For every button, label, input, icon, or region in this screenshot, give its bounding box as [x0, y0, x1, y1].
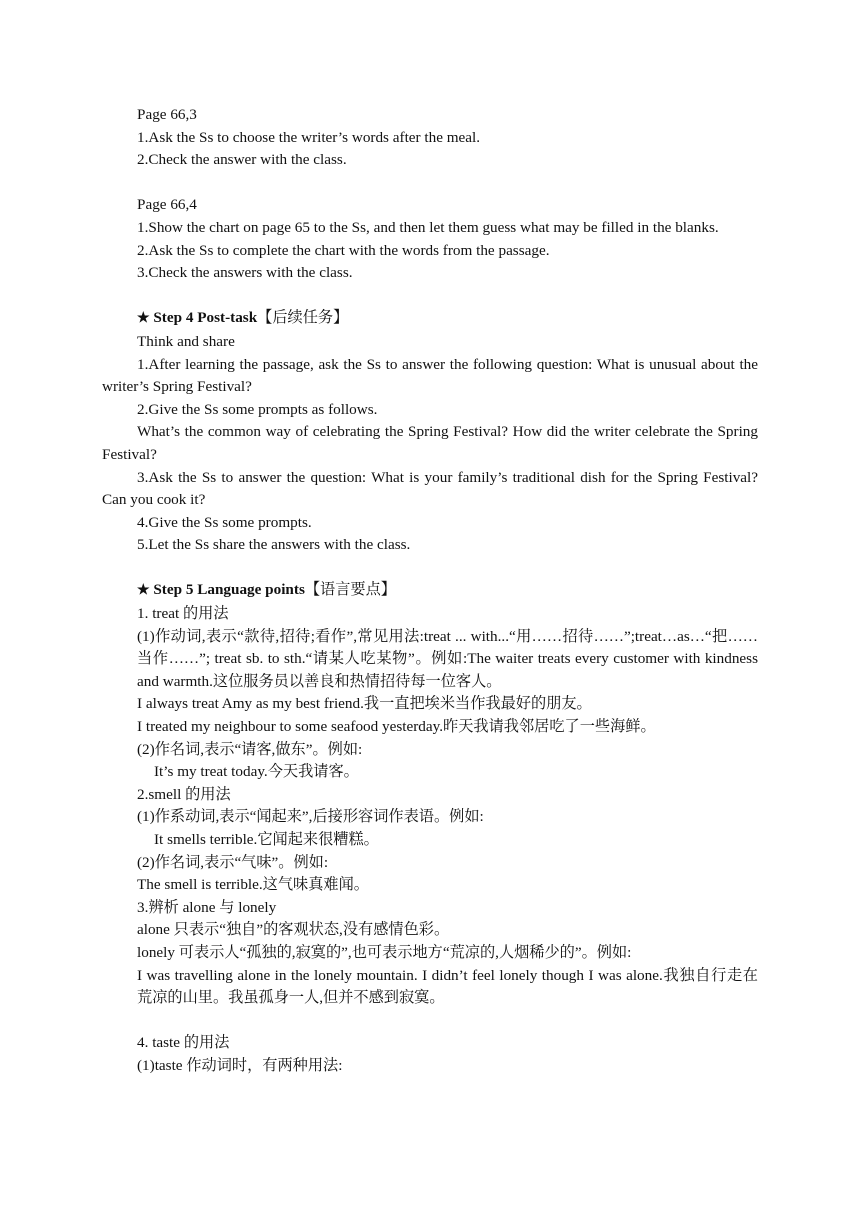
point-text: (1)作系动词,表示“闻起来”,后接形容词作表语。例如: — [137, 808, 484, 826]
list-item: 2.Check the answer with the class. — [137, 151, 347, 169]
step-title: Step 5 Language points — [153, 581, 305, 599]
list-item: 3.Ask the Ss to answer the question: What is your family’s traditional dish for the Spring Festival? Can you cook it? — [102, 468, 758, 509]
star-icon: ★ — [137, 583, 150, 599]
example-sentence: The smell is terrible.这气味真难闻。 — [137, 876, 369, 894]
point-text: (1)作动词,表示“款待,招待;看作”,常见用法:treat ... with...“用……招待……”;treat…as…“把……当作……”; treat sb. to sth.“请某人吃某物”。例如:The waiter treats every customer with kindness and warmth.这位服务员以善良和热情招待每一位客人。 — [137, 627, 758, 690]
point-text: alone 只表示“独自”的客观状态,没有感情色彩。 — [137, 921, 450, 939]
star-icon: ★ — [137, 311, 150, 327]
point-heading: 1. treat 的用法 — [137, 605, 229, 623]
example-sentence: I always treat Amy as my best friend.我一直把埃米当作我最好的朋友。 — [137, 695, 592, 713]
point-heading: 3.辨析 alone 与 lonely — [137, 898, 277, 916]
document-page — [102, 104, 758, 1078]
list-item: 3.Check the answers with the class. — [137, 264, 353, 282]
step-title-cn: 【语言要点】 — [304, 581, 396, 599]
point-text: lonely 可表示人“孤独的,寂寞的”,也可表示地方“荒凉的,人烟稀少的”。例如: — [137, 943, 632, 961]
section-heading: Page 66,3 — [137, 106, 197, 123]
list-item: 1.Show the chart on page 65 to the Ss, and then let them guess what may be filled in the blanks. — [137, 218, 719, 236]
step-heading — [102, 579, 758, 603]
spacer — [102, 557, 758, 580]
step-title: Step 4 Post-task — [153, 309, 258, 327]
point-text: (1)taste 作动词时，有两种用法: — [137, 1056, 343, 1074]
example-sentence: I treated my neighbour to some seafood yesterday.昨天我请我邻居吃了一些海鲜。 — [137, 718, 656, 736]
spacer — [102, 285, 758, 308]
spacer — [102, 172, 758, 195]
list-item: 1.After learning the passage, ask the Ss to answer the following question: What is unusual about the writer’s Spring Festival? — [102, 355, 758, 396]
list-item: 5.Let the Ss share the answers with the class. — [137, 536, 411, 554]
point-text: (2)作名词,表示“气味”。例如: — [137, 853, 329, 871]
point-text: (2)作名词,表示“请客,做东”。例如: — [137, 740, 363, 758]
example-sentence: It smells terrible.它闻起来很糟糕。 — [154, 831, 379, 848]
step-subtitle: Think and share — [137, 332, 235, 350]
step-title-cn: 【后续任务】 — [257, 309, 349, 327]
spacer — [102, 1010, 758, 1033]
step-heading — [102, 307, 758, 331]
section-heading: Page 66,4 — [137, 196, 197, 214]
list-item: 2.Ask the Ss to complete the chart with the words from the passage. — [137, 241, 550, 259]
example-sentence: I was travelling alone in the lonely mountain. I didn’t feel lonely though I was alone.我独自行走在荒凉的山里。我虽孤身一人,但并不感到寂寞。 — [137, 966, 758, 1007]
point-heading: 2.smell 的用法 — [137, 785, 231, 803]
list-item: 4.Give the Ss some prompts. — [137, 513, 312, 531]
example-sentence: It’s my treat today.今天我请客。 — [154, 763, 359, 781]
point-heading: 4. taste 的用法 — [137, 1034, 230, 1052]
list-item: 1.Ask the Ss to choose the writer’s words after the meal. — [137, 128, 481, 146]
list-item: 2.Give the Ss some prompts as follows. — [137, 400, 378, 418]
list-item: What’s the common way of celebrating the Spring Festival? How did the writer celebrate the Spring Festival? — [102, 423, 758, 463]
